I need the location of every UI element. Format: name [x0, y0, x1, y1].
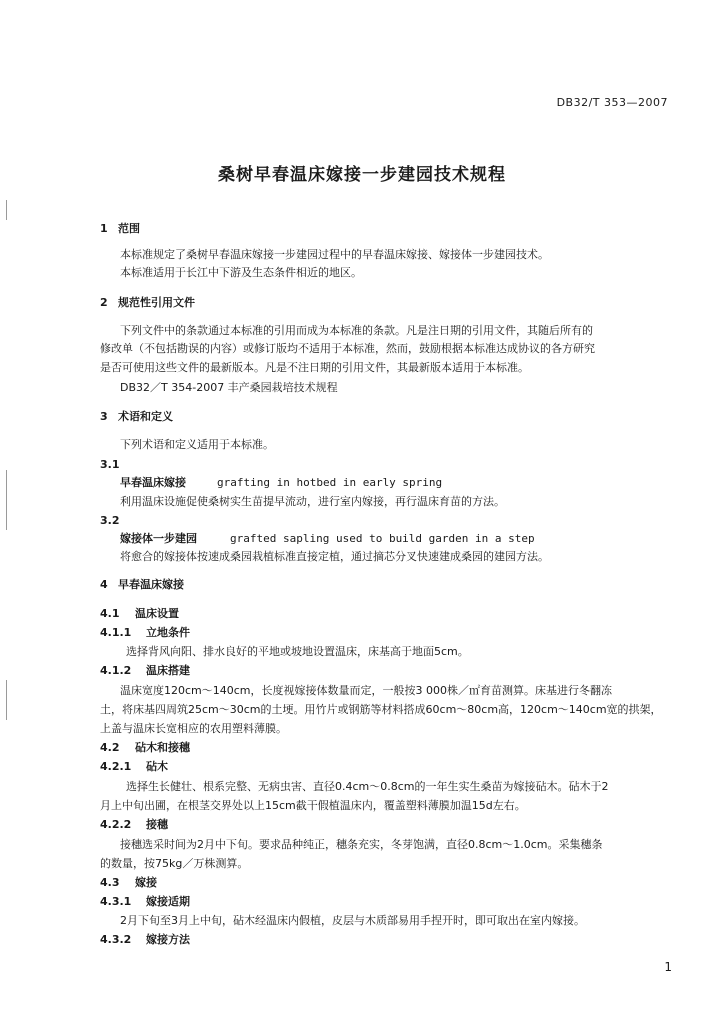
term-english: grafting in hotbed in early spring — [217, 476, 443, 489]
clause-heading: 砧木 — [146, 760, 168, 773]
clause-heading: 嫁接 — [135, 876, 157, 889]
paragraph: 本标准适用于长江中下游及生态条件相近的地区。 — [120, 266, 362, 279]
clause-number: 4.2.1 — [100, 760, 132, 773]
page-number: 1 — [664, 960, 672, 974]
term-definition: 利用温床设施促使桑树实生苗提早流动，进行室内嫁接，再行温床育苗的方法。 — [120, 495, 505, 508]
clause-number: 3.1 — [100, 458, 120, 471]
paragraph-line: 是否可使用这些文件的最新版本。凡是不注日期的引用文件，其最新版本适用于本标准。 — [100, 361, 529, 374]
paragraph-line: 月上中旬出圃，在根茎交界处以上15cm截干假植温床内，覆盖塑料薄膜加温15d左右。 — [100, 799, 526, 812]
clause-number: 4.1 — [100, 607, 120, 620]
paragraph-line: 接穗选采时间为2月中下旬。要求品种纯正，穗条充实，冬芽饱满，直径0.8cm～1.0cm。采集穗条 — [120, 838, 603, 851]
clause-heading: 温床搭建 — [146, 664, 190, 677]
term-chinese: 早春温床嫁接 — [120, 476, 186, 489]
paragraph: 选择背风向阳、排水良好的平地或坡地设置温床，床基高于地面5cm。 — [126, 645, 469, 658]
term-chinese: 嫁接体一步建园 — [120, 532, 197, 545]
clause-number: 4.3 — [100, 876, 120, 889]
clause-heading: 接穗 — [146, 818, 168, 831]
clause-number: 4.1.1 — [100, 626, 132, 639]
paragraph-line: 选择生长健壮、根系完整、无病虫害、直径0.4cm～0.8cm的一年生实生桑苗为嫁接砧木。砧木于2 — [126, 780, 609, 793]
clause-number: 4.3.1 — [100, 895, 132, 908]
paragraph: 2月下旬至3月上中旬，砧木经温床内假植，皮层与木质部易用手捏开时，即可取出在室内嫁接。 — [120, 914, 585, 927]
paragraph-line: 修改单（不包括勘误的内容）或修订版均不适用于本标准，然而，鼓励根据本标准达成协议的各方研究 — [100, 342, 595, 355]
document-title: 桑树早春温床嫁接一步建园技术规程 — [218, 165, 506, 185]
paragraph-line: 下列文件中的条款通过本标准的引用而成为本标准的条款。凡是注日期的引用文件，其随后所有的 — [120, 324, 593, 337]
section-number: 2 — [100, 296, 108, 309]
section-number: 1 — [100, 222, 108, 235]
paragraph-line: 土，将床基四周筑25cm～30cm的土埂。用竹片或钢筋等材料搭成60cm～80cm高，120cm～140cm宽的拱架， — [100, 703, 662, 716]
clause-heading: 嫁接方法 — [146, 933, 190, 946]
section-heading: 术语和定义 — [118, 410, 173, 423]
section-heading: 规范性引用文件 — [118, 296, 195, 309]
paragraph-line: 温床宽度120cm～140cm，长度视嫁接体数量而定，一般按3 000株／㎡育苗测算。床基进行冬翻冻 — [120, 684, 613, 697]
clause-heading: 立地条件 — [146, 626, 190, 639]
scan-margin-mark — [6, 200, 7, 220]
paragraph: 下列术语和定义适用于本标准。 — [120, 438, 274, 451]
clause-heading: 砧木和接穗 — [135, 741, 190, 754]
term-definition: 将愈合的嫁接体按速成桑园栽植标准直接定植，通过摘芯分叉快速建成桑园的建园方法。 — [120, 550, 549, 563]
normative-reference: DB32／T 354-2007 丰产桑园栽培技术规程 — [120, 381, 338, 394]
term-english: grafted sapling used to build garden in a step — [230, 532, 535, 545]
section-number: 4 — [100, 578, 108, 591]
section-number: 3 — [100, 410, 108, 423]
paragraph-line: 上盖与温床长宽相应的农用塑料薄膜。 — [100, 722, 287, 735]
clause-heading: 温床设置 — [135, 607, 179, 620]
clause-number: 3.2 — [100, 514, 120, 527]
section-heading: 范围 — [118, 222, 140, 235]
clause-number: 4.2.2 — [100, 818, 132, 831]
paragraph-line: 的数量，按75kg／万株测算。 — [100, 857, 249, 870]
paragraph: 本标准规定了桑树早春温床嫁接一步建园过程中的早春温床嫁接、嫁接体一步建园技术。 — [120, 248, 549, 261]
clause-number: 4.3.2 — [100, 933, 132, 946]
standard-code: DB32/T 353—2007 — [556, 96, 668, 109]
section-heading: 早春温床嫁接 — [118, 578, 184, 591]
scan-margin-mark — [6, 470, 7, 530]
scan-margin-mark — [6, 680, 7, 720]
clause-number: 4.2 — [100, 741, 120, 754]
clause-number: 4.1.2 — [100, 664, 132, 677]
clause-heading: 嫁接适期 — [146, 895, 190, 908]
